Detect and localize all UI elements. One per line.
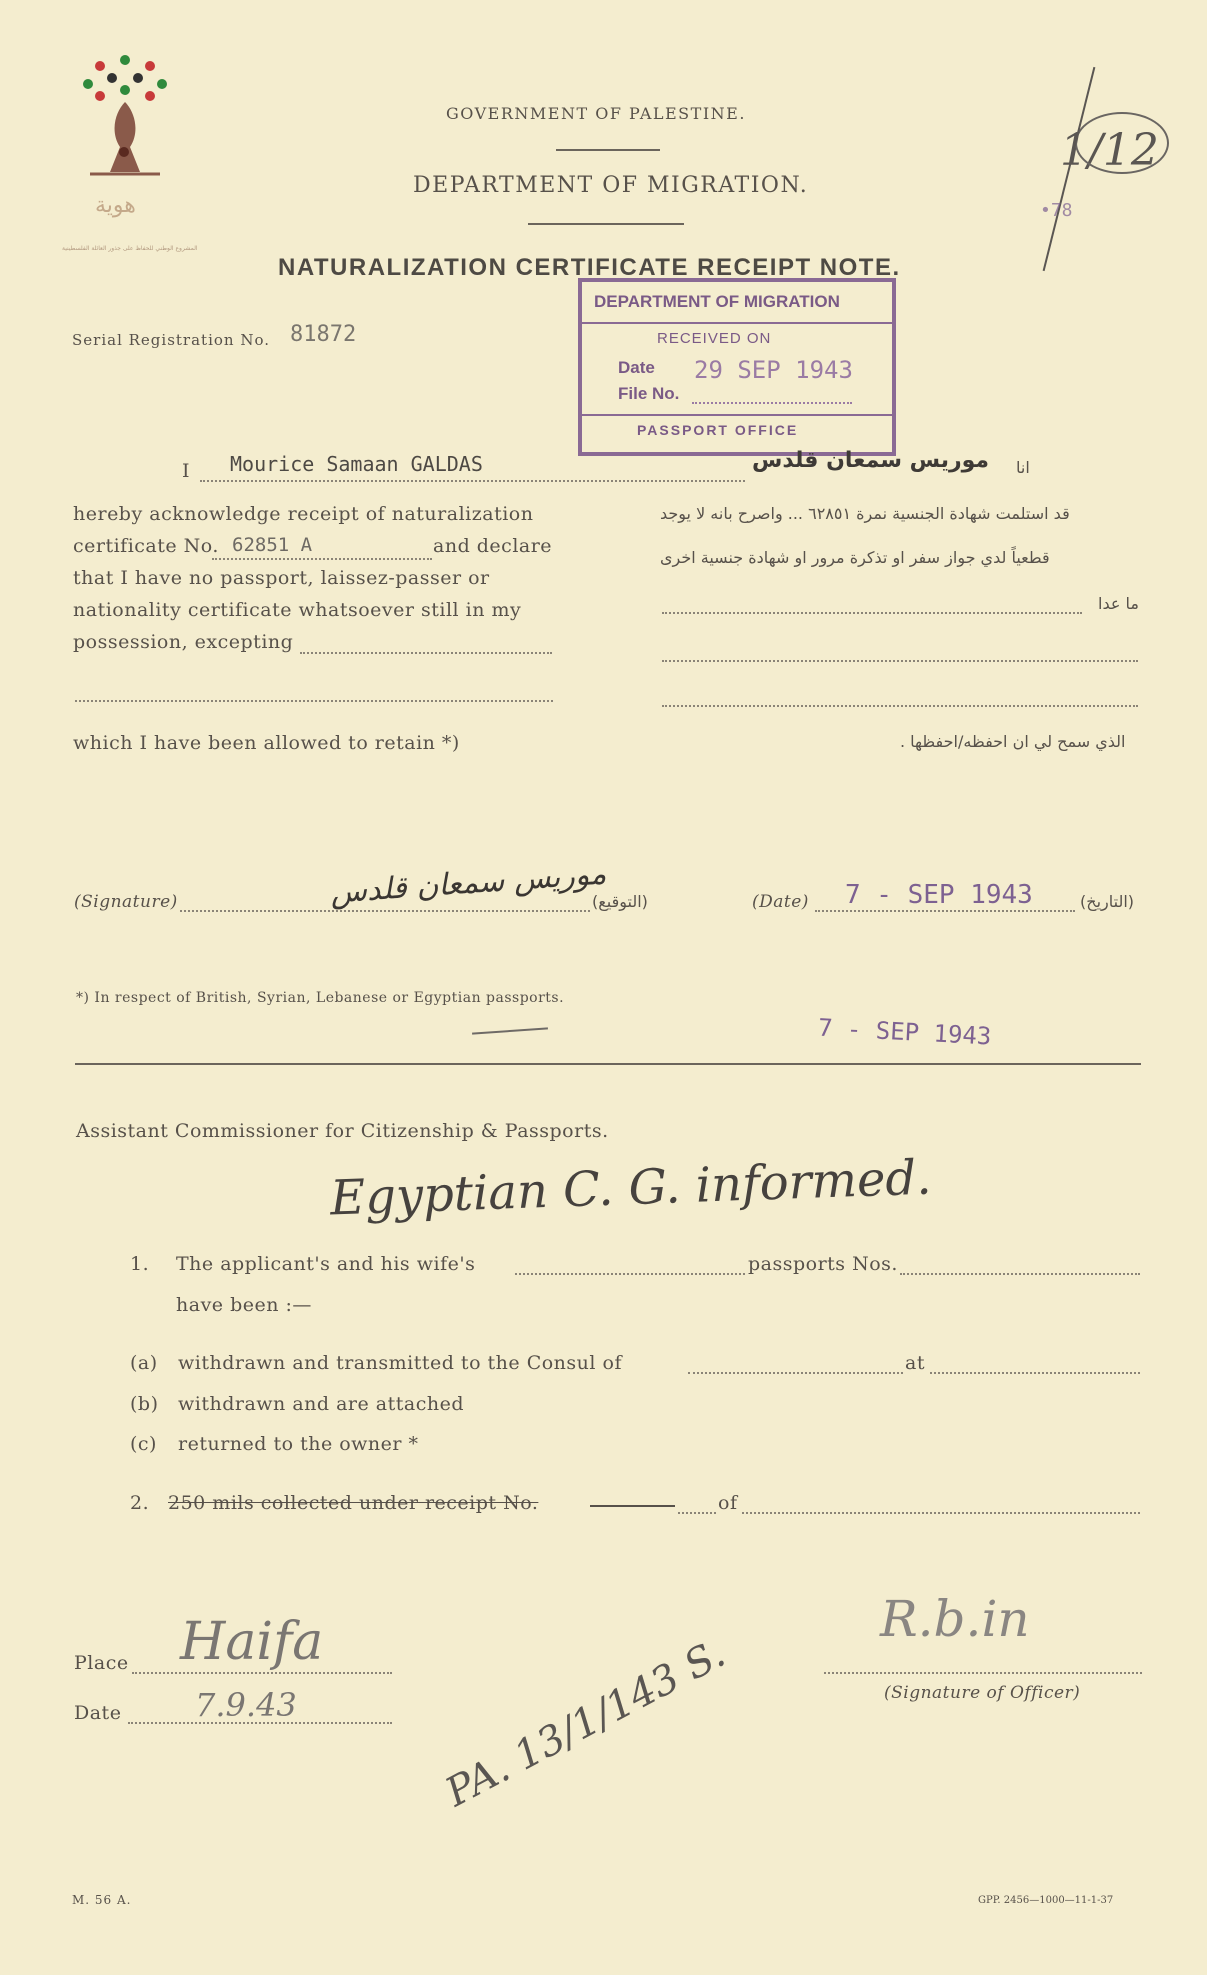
item2-dots: [678, 1512, 716, 1514]
heading-rule-2: [528, 223, 684, 225]
heading-rule-1: [556, 149, 660, 151]
english-line4: nationality certificate whatsoever still in my: [73, 599, 522, 621]
government-heading: GOVERNMENT OF PALESTINE.: [446, 104, 746, 123]
arabic-dots-3: [662, 705, 1138, 707]
date-arabic-label: (التاريخ): [1080, 892, 1135, 911]
signature-arabic-label: (التوقيع): [592, 892, 648, 911]
received-stamp: [578, 278, 896, 456]
corner-handwritten-number: 1/12: [1060, 125, 1159, 176]
stamp-line1: DEPARTMENT OF MIGRATION: [594, 292, 840, 311]
item1-number: 1.: [130, 1253, 150, 1275]
option-b-text: withdrawn and are attached: [178, 1393, 464, 1415]
english-line2a: certificate No.: [73, 535, 219, 557]
arabic-dots-2: [662, 660, 1138, 662]
tree-logo: [70, 52, 180, 192]
arabic-line2: قطعياً لدي جواز سفر او تذكرة مرور او شهادة جنسية اخرى: [660, 548, 1050, 567]
option-a-at: at: [905, 1352, 925, 1374]
page-title: NATURALIZATION CERTIFICATE RECEIPT NOTE.: [278, 254, 901, 281]
signature-handwriting: موريس سمعان قلدس: [329, 856, 608, 911]
item1-dots-b: [900, 1273, 1140, 1275]
option-a-text: withdrawn and transmitted to the Consul of: [178, 1352, 622, 1374]
stamp-date-value: 29 SEP 1943: [694, 356, 853, 384]
declarant-arabic-name: موريس سمعان قلدس: [752, 448, 990, 473]
retain-text: which I have been allowed to retain *): [73, 732, 460, 754]
signature-label: (Signature): [74, 892, 178, 912]
excepting-dots: [300, 652, 552, 654]
stamp-date-label: Date: [618, 358, 655, 377]
place-date-label: Date: [74, 1702, 122, 1724]
arabic-line3: ما عدا: [1098, 594, 1139, 613]
pen-stroke: [472, 1027, 548, 1034]
date-label: (Date): [752, 892, 809, 912]
handwritten-reference: PA. 13/1/143 S.: [438, 1630, 733, 1816]
item2-strike-line: [590, 1505, 675, 1507]
option-a-dots-1: [688, 1372, 903, 1374]
arabic-dots-1: [662, 612, 1082, 614]
section-divider: [75, 1063, 1141, 1065]
stamp-divider-2: [582, 414, 892, 416]
option-c-text: returned to the owner *: [178, 1433, 419, 1455]
corner-circle: [1075, 112, 1169, 174]
excepting-dots-2: [75, 700, 553, 702]
item1-text-c: have been :—: [176, 1294, 312, 1316]
declarant-dots: [200, 480, 745, 482]
option-b-label: (b): [130, 1393, 159, 1415]
declarant-prefix: I: [182, 460, 191, 482]
serial-label: Serial Registration No.: [72, 331, 270, 349]
date-stamp-value: 7 - SEP 1943: [845, 880, 1033, 910]
stamp-office: PASSPORT OFFICE: [637, 422, 799, 438]
place-dots: [132, 1672, 392, 1674]
addressee: Assistant Commissioner for Citizenship & Passports.: [76, 1120, 609, 1142]
form-number: M. 56 A.: [72, 1893, 132, 1907]
item1-dots-a: [515, 1273, 745, 1275]
date-dots: [815, 910, 1075, 912]
print-reference: GPP. 2456—1000—11-1-37: [978, 1895, 1114, 1906]
item2-of: of: [718, 1492, 738, 1514]
option-a-dots-2: [930, 1372, 1140, 1374]
english-line5: possession, excepting: [73, 631, 294, 653]
declarant-arabic-prefix: انا: [1016, 458, 1030, 477]
signature-dots: [180, 910, 590, 912]
item2-number: 2.: [130, 1492, 150, 1514]
item1-text-a: The applicant's and his wife's: [176, 1253, 476, 1275]
footnote: *) In respect of British, Syrian, Lebanese or Egyptian passports.: [76, 990, 565, 1006]
english-line1: hereby acknowledge receipt of naturalization: [73, 503, 534, 525]
date-stamp-2: 7 - SEP 1943: [817, 1013, 993, 1051]
item1-text-b: passports Nos.: [748, 1253, 898, 1275]
stamp-divider-1: [582, 322, 892, 324]
tree-logo-icon: [70, 52, 180, 192]
serial-value: 81872: [290, 322, 357, 347]
officer-label: (Signature of Officer): [884, 1683, 1081, 1703]
english-line3: that I have no passport, laissez-passer or: [73, 567, 490, 589]
place-date-value: 7.9.43: [195, 1686, 297, 1724]
handwritten-note: Egyptian C. G. informed.: [329, 1149, 933, 1227]
item2-dots-2: [742, 1512, 1140, 1514]
department-heading: DEPARTMENT OF MIGRATION.: [413, 173, 809, 198]
declarant-name: Mourice Samaan GALDAS: [230, 452, 483, 476]
item2-text: 250 mils collected under receipt No.: [168, 1492, 539, 1514]
stamp-file-label: File No.: [618, 384, 680, 403]
logo-caption: هوية: [95, 193, 136, 218]
place-label: Place: [74, 1652, 129, 1674]
cert-dots: [212, 558, 432, 560]
option-a-label: (a): [130, 1352, 158, 1374]
option-c-label: (c): [130, 1433, 157, 1455]
stamp-line2: RECEIVED ON: [657, 330, 772, 347]
stamp-file-dots: [692, 402, 852, 404]
english-line2b: and declare: [433, 535, 553, 557]
logo-subcaption: المشروع الوطني للحفاظ على جذور العائلة الفلسطينية: [62, 245, 198, 252]
certificate-number: 62851 A: [232, 534, 313, 556]
arabic-retain: الذي سمح لي ان احفظه/احفظها .: [900, 732, 1126, 751]
arabic-line1: قد استلمت شهادة الجنسية نمرة ٦٢٨٥١ ... واصرح بانه لا يوجد: [660, 504, 1070, 523]
corner-stamp: •78: [1040, 200, 1073, 221]
place-value: Haifa: [180, 1612, 324, 1672]
officer-dots: [824, 1672, 1142, 1674]
officer-signature: R.b.in: [880, 1590, 1030, 1648]
